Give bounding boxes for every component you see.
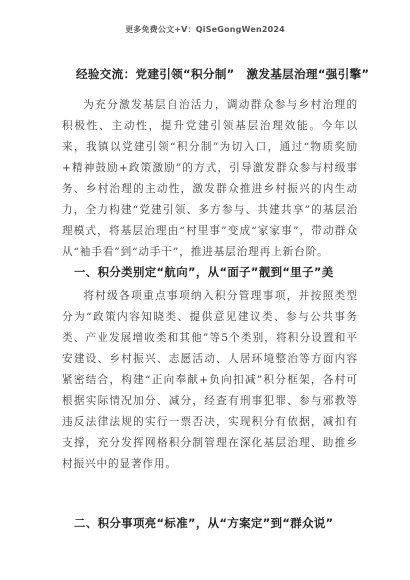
document-title: 经验交流：党建引领“积分制” 激发基层治理“强引擎” [76,67,370,81]
paragraph-section-1: 将村级各项重点事项纳入积分管理事项，并按照类型分为“政策内容知晓类、提供意见建议类、参与公共事务类、产业发展增收类和其他”等5个类别，将积分设置和平安建设、乡村振兴、志愿活动、人居环境整治等方面内容紧密结合，构建“正向奉献+负向扣减”积分框架，各村可根据实际情况加分、减分，经查有刑事犯罪、参与邪教等违反法律法规的实行一票否决，实现积分有依据，减扣有支撑，充分发挥网格积分制管理在深化基层治理、助推乡村振兴中的显著作用。 [62,290,358,470]
section-heading-1: 一、积分类别定“航向”，从“面子”靓到“里子”美 [74,265,334,279]
section-heading-2: 二、积分事项亮“标准”，从“方案定”到“群众说” [74,516,334,530]
paragraph-intro: 为充分激发基层自治活力，调动群众参与乡村治理的积极性、主动性，提升党建引领基层治理效能。今年以来，我镇以党建引领“积分制”为切入口，通过“物质奖励+精神鼓励+政策激励”的方式，引导激发群众参与村级事务、乡村治理的主动性，激发群众推进乡村振兴的内生动力，全力构建“党建引领、多方参与、共建共享”的基层治理模式，将基层治理由“村里事”变成“家家事”，带动群众从“袖手看”到“动手干”，推进基层治理再上新台阶。 [62,99,358,258]
header-promo-note: 更多免费公文+V：QiSeGongWen2024 [125,25,285,34]
